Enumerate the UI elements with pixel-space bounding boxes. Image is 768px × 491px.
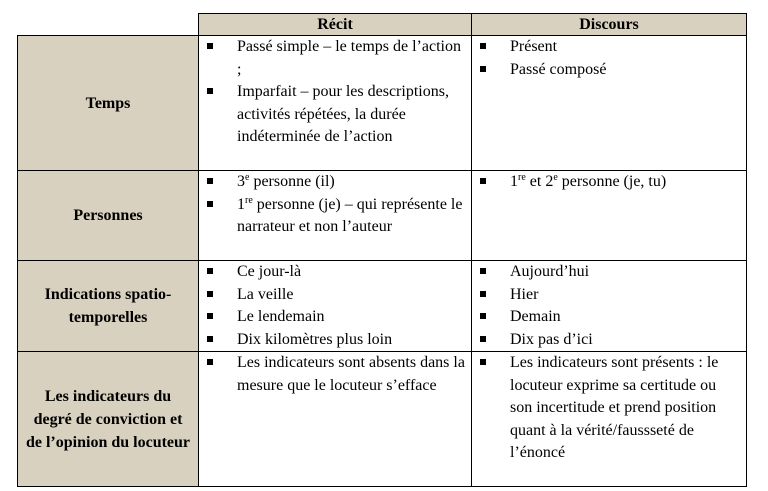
list-item: Les indicateurs sont absents dans la mesure que le locuteur s’efface	[199, 352, 465, 397]
bullet-icon	[207, 268, 213, 274]
bullet-icon	[480, 43, 486, 49]
table-row	[18, 352, 747, 487]
bullet-icon	[207, 336, 213, 342]
row-label-indicateurs: Les indicateurs du degré de conviction et de l’opinion du locuteur	[18, 352, 199, 487]
list-item: 1re personne (je) – qui représente le narrateur et non l’auteur	[199, 194, 465, 239]
bullet-icon	[207, 88, 213, 94]
list-item: Dix kilomètres plus loin	[199, 329, 465, 352]
list-item: Aujourd’hui	[472, 261, 740, 284]
list-item: 1re et 2e personne (je, tu)	[472, 171, 740, 194]
bullet-icon	[207, 43, 213, 49]
discours-cell	[472, 261, 747, 352]
discours-cell	[472, 171, 747, 261]
list-item: La veille	[199, 284, 465, 307]
bullet-icon	[207, 313, 213, 319]
comparison-table	[17, 13, 747, 487]
bullet-icon	[207, 359, 213, 365]
recit-cell	[199, 36, 472, 171]
list-item: Présent	[472, 36, 740, 59]
header-row	[18, 14, 747, 36]
table-row	[18, 36, 747, 171]
list-item: Imparfait – pour les descriptions, activités répétées, la durée indéterminée de l’action	[199, 81, 465, 149]
list-item: 3e personne (il)	[199, 171, 465, 194]
list-item: Le lendemain	[199, 306, 465, 329]
corner-cell	[18, 14, 199, 36]
list-item: Passé composé	[472, 59, 740, 82]
bullet-icon	[480, 291, 486, 297]
list-item: Hier	[472, 284, 740, 307]
recit-cell	[199, 352, 472, 487]
row-label-personnes: Personnes	[18, 171, 199, 261]
bullet-icon	[480, 336, 486, 342]
bullet-icon	[480, 178, 486, 184]
bullet-icon	[207, 201, 213, 207]
recit-cell	[199, 261, 472, 352]
header-recit: Récit	[199, 14, 472, 36]
bullet-icon	[207, 178, 213, 184]
list-item: Ce jour-là	[199, 261, 465, 284]
list-item: Les indicateurs sont présents : le locuteur exprime sa certitude ou son incertitude et prend position quant à la vérité/faussseté de l’énoncé	[472, 352, 740, 465]
bullet-icon	[480, 359, 486, 365]
table-row	[18, 171, 747, 261]
list-item: Demain	[472, 306, 740, 329]
bullet-icon	[480, 66, 486, 72]
bullet-icon	[480, 313, 486, 319]
row-label-temps: Temps	[18, 36, 199, 171]
bullet-icon	[480, 268, 486, 274]
table-row	[18, 261, 747, 352]
recit-cell	[199, 171, 472, 261]
list-item: Dix pas d’ici	[472, 329, 740, 352]
discours-cell	[472, 36, 747, 171]
list-item: Passé simple – le temps de l’action ;	[199, 36, 465, 81]
header-discours: Discours	[472, 14, 747, 36]
bullet-icon	[207, 291, 213, 297]
row-label-indications: Indications spatio-temporelles	[18, 261, 199, 352]
discours-cell	[472, 352, 747, 487]
